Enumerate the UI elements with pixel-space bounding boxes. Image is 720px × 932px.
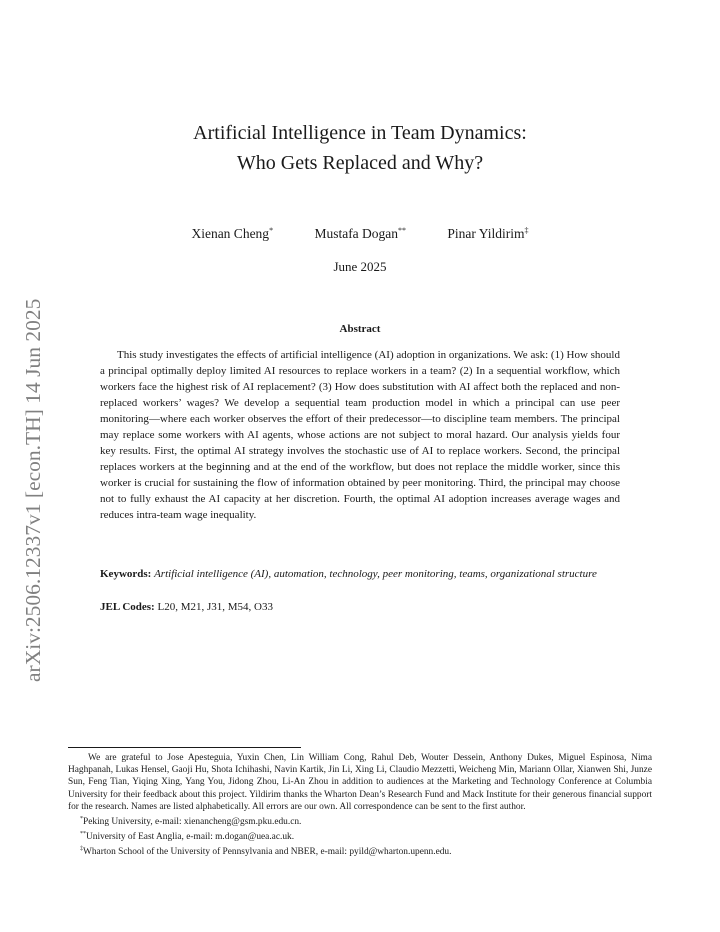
footnote-text: University of East Anglia, e-mail: m.dogan@uea.ac.uk. (86, 832, 295, 843)
footnote-mark: ** (80, 831, 86, 838)
title-line-1: Artificial Intelligence in Team Dynamics: (193, 122, 527, 144)
author-cheng (191, 226, 273, 242)
footnote-rule (68, 747, 301, 748)
paper-title (0, 118, 720, 178)
keywords (100, 567, 620, 583)
author-name: Mustafa Dogan (314, 226, 399, 241)
footnote-affiliation-dogan (68, 828, 652, 843)
keywords-label: Keywords: (100, 568, 152, 580)
author-mark: * (269, 226, 274, 235)
author-dogan (314, 226, 406, 242)
footnote-affiliation-cheng (68, 813, 652, 828)
footnotes (68, 752, 652, 859)
abstract-heading: Abstract (339, 323, 381, 335)
author-name: Xienan Cheng (191, 226, 270, 241)
footnote-text: Wharton School of the University of Pennsylvania and NBER, e-mail: pyild@wharton.upenn.edu. (83, 847, 452, 858)
author-mark: ‡ (524, 226, 529, 235)
author-mark: ** (398, 226, 407, 235)
jel-values: L20, M21, J31, M54, O33 (157, 601, 273, 613)
author-list (0, 226, 720, 242)
footnote-text: Peking University, e-mail: xienancheng@gsm.pku.edu.cn. (83, 817, 302, 828)
publication-date: June 2025 (333, 259, 387, 274)
keywords-text: Artificial intelligence (AI), automation, technology, peer monitoring, teams, organizational structure (154, 568, 597, 580)
arxiv-identifier: arXiv:2506.12337v1 [econ.TH] 14 Jun 2025 (21, 298, 45, 682)
author-name: Pinar Yildirim (447, 226, 525, 241)
title-line-2: Who Gets Replaced and Why? (236, 152, 484, 174)
footnote-affiliation-yildirim (68, 843, 652, 858)
footnote-mark: ‡ (80, 846, 83, 853)
author-yildirim (447, 226, 528, 242)
footnote-mark: * (80, 816, 83, 823)
abstract-text: This study investigates the effects of artificial intelligence (AI) adoption in organizations. We ask: (1) How should a principal optimally deploy limited AI resources to replace workers in a team? (2) In a sequential workflow, which workers face the highest risk of AI replacement? (3) How does substitution with AI affect both the replaced and non-replaced workers’ wages? We develop a sequential team production model in which a principal can use peer monitoring—where each worker observes the effort of their predecessor—to discipline team members. The principal may replace some workers with AI agents, whose actions are not subject to moral hazard. Our analysis yields four key results. First, the optimal AI strategy involves the stochastic use of AI to replace workers. Second, the principal replaces workers at the beginning and at the end of the workflow, but does not replace the middle worker, since this worker is crucial for sustaining the flow of information obtained by peer monitoring. Third, the principal may choose not to fully exhaust the AI capacity at her discretion. Fourth, the optimal AI adoption increases average wages and reduces intra-team wage inequality. (100, 349, 620, 521)
jel-codes (100, 600, 620, 615)
jel-label: JEL Codes: (100, 601, 155, 613)
footnote-acknowledgment: We are grateful to Jose Apesteguia, Yuxin Chen, Lin William Cong, Rahul Deb, Wouter Dessein, Anthony Dukes, Miguel Espinosa, Nima Haghpanah, Lukas Hensel, Gaoji Hu, Shota Ichihashi, Navin Kartik, Jin Li, Xing Li, Claudio Mezzetti, Weicheng Min, Mariann Ollar, Xianwen Shi, Junze Sun, Feng Tian, Yiqing Xing, Yang You, Jidong Zhou, Li-An Zhou in addition to audiences at the Marketing and Technology Conference at Columbia University for their feedback about this project. Yildirim thanks the Wharton Dean’s Research Fund and Mack Institute for their generous financial support for the research. Names are listed alphabetically. All errors are our own. All correspondence can be sent to the first author. (68, 753, 652, 812)
